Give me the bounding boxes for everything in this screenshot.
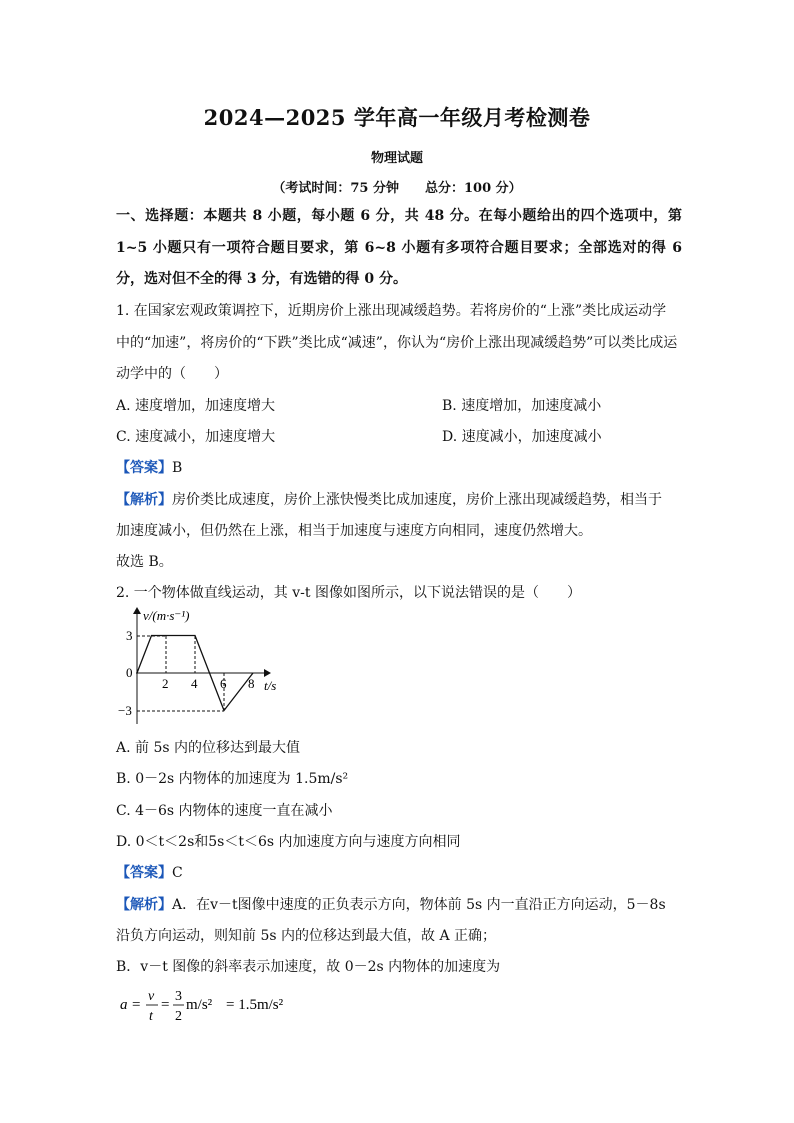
analysis-tag: 【解析】 — [116, 897, 172, 913]
acceleration-formula — [118, 985, 298, 1025]
x-tick-8: 8 — [248, 676, 255, 691]
y-tick-3: 3 — [126, 628, 133, 643]
section-instructions: 一、选择题：本题共 8 小题，每小题 6 分，共 48 分。在每小题给出的四个选项中，第 1~5 小题只有一项符合题目要求，第 6~8 小题有多项符合题目要求；全部选对的得 6 分，选对但不全的得 3 分，有选错的得 0 分。 — [116, 208, 682, 287]
frac2-den: 2 — [175, 1009, 182, 1024]
y-axis-label: v/(m·s⁻¹) — [143, 608, 190, 623]
exam-info: （考试时间：75 分钟 总分：100 分） — [272, 181, 522, 196]
q1-analysis-line-1 — [116, 489, 662, 509]
q1-option-a: A. 速度增加，加速度增大 — [116, 398, 276, 414]
y-tick-neg3: −3 — [118, 703, 132, 718]
frac1-den: t — [149, 1009, 153, 1024]
answer-value: C — [172, 865, 183, 881]
q1-conclusion: 故选 B。 — [116, 554, 173, 570]
q2-analysis-line-2: 沿负方向运动，则知前 5s 内的位移达到最大值，故 A 正确； — [116, 928, 497, 944]
x-tick-4: 4 — [191, 676, 198, 691]
x-tick-2: 2 — [162, 676, 169, 691]
q2-option-b: B. 0－2s 内物体的加速度为 1.5m/s² — [116, 771, 349, 787]
q1-analysis-line-2: 加速度减小，但仍然在上涨，相当于加速度与速度方向相同，速度仍然增大。 — [116, 523, 592, 539]
q2-analysis-line-1 — [116, 894, 666, 914]
x-tick-6: 6 — [220, 676, 227, 691]
y-tick-0: 0 — [126, 665, 133, 680]
analysis-text: 房价类比成速度，房价上涨快慢类比成加速度，房价上涨出现减缓趋势，相当于 — [172, 492, 662, 508]
frac1-num: v — [148, 989, 155, 1004]
q2-option-d: D. 0＜t＜2s和5s＜t＜6s 内加速度方向与速度方向相同 — [116, 834, 461, 850]
q1-stem-line-3: 动学中的（ ） — [116, 366, 228, 382]
answer-tag: 【答案】 — [116, 865, 172, 881]
q1-option-b: B. 速度增加，加速度减小 — [442, 398, 602, 414]
q1-option-c: C. 速度减小，加速度增大 — [116, 429, 276, 445]
q1-stem-line-1: 1. 在国家宏观政策调控下，近期房价上涨出现减缓趋势。若将房价的“上涨”类比成运动学 — [116, 303, 667, 319]
q2-stem: 2. 一个物体做直线运动，其 v-t 图像如图所示，以下说法错误的是（ ） — [116, 585, 581, 601]
q1-answer — [116, 457, 182, 477]
q2-option-c: C. 4－6s 内物体的速度一直在减小 — [116, 803, 333, 819]
q2-analysis-line-3: B．v－t 图像的斜率表示加速度，故 0－2s 内物体的加速度为 — [116, 959, 501, 975]
formula-eq1: = — [132, 997, 141, 1013]
analysis-tag: 【解析】 — [116, 492, 172, 508]
formula-lhs: a — [120, 997, 128, 1013]
page-title: 2024—2025 学年高一年级月考检测卷 — [203, 105, 591, 130]
q2-answer — [116, 862, 183, 882]
x-axis-label: t/s — [264, 678, 277, 693]
frac2-num: 3 — [175, 989, 182, 1004]
formula-eq2: = — [161, 997, 170, 1013]
subject-title: 物理试题 — [370, 151, 423, 166]
formula-result: = 1.5m/s² — [226, 997, 284, 1013]
answer-tag: 【答案】 — [116, 460, 172, 476]
q1-stem-line-2: 中的“加速”，将房价的“下跌”类比成“减速”，你认为“房价上涨出现减缓趋势”可以类比成运 — [116, 335, 678, 351]
q2-option-a: A. 前 5s 内的位移达到最大值 — [116, 740, 301, 756]
answer-value: B — [172, 460, 183, 476]
vt-graph — [118, 604, 298, 726]
analysis-text: A．在v－t图像中速度的正负表示方向，物体前 5s 内一直沿正方向运动，5－8s — [172, 897, 666, 913]
q1-option-d: D. 速度减小，加速度减小 — [442, 429, 602, 445]
formula-unit: m/s² — [186, 997, 213, 1013]
